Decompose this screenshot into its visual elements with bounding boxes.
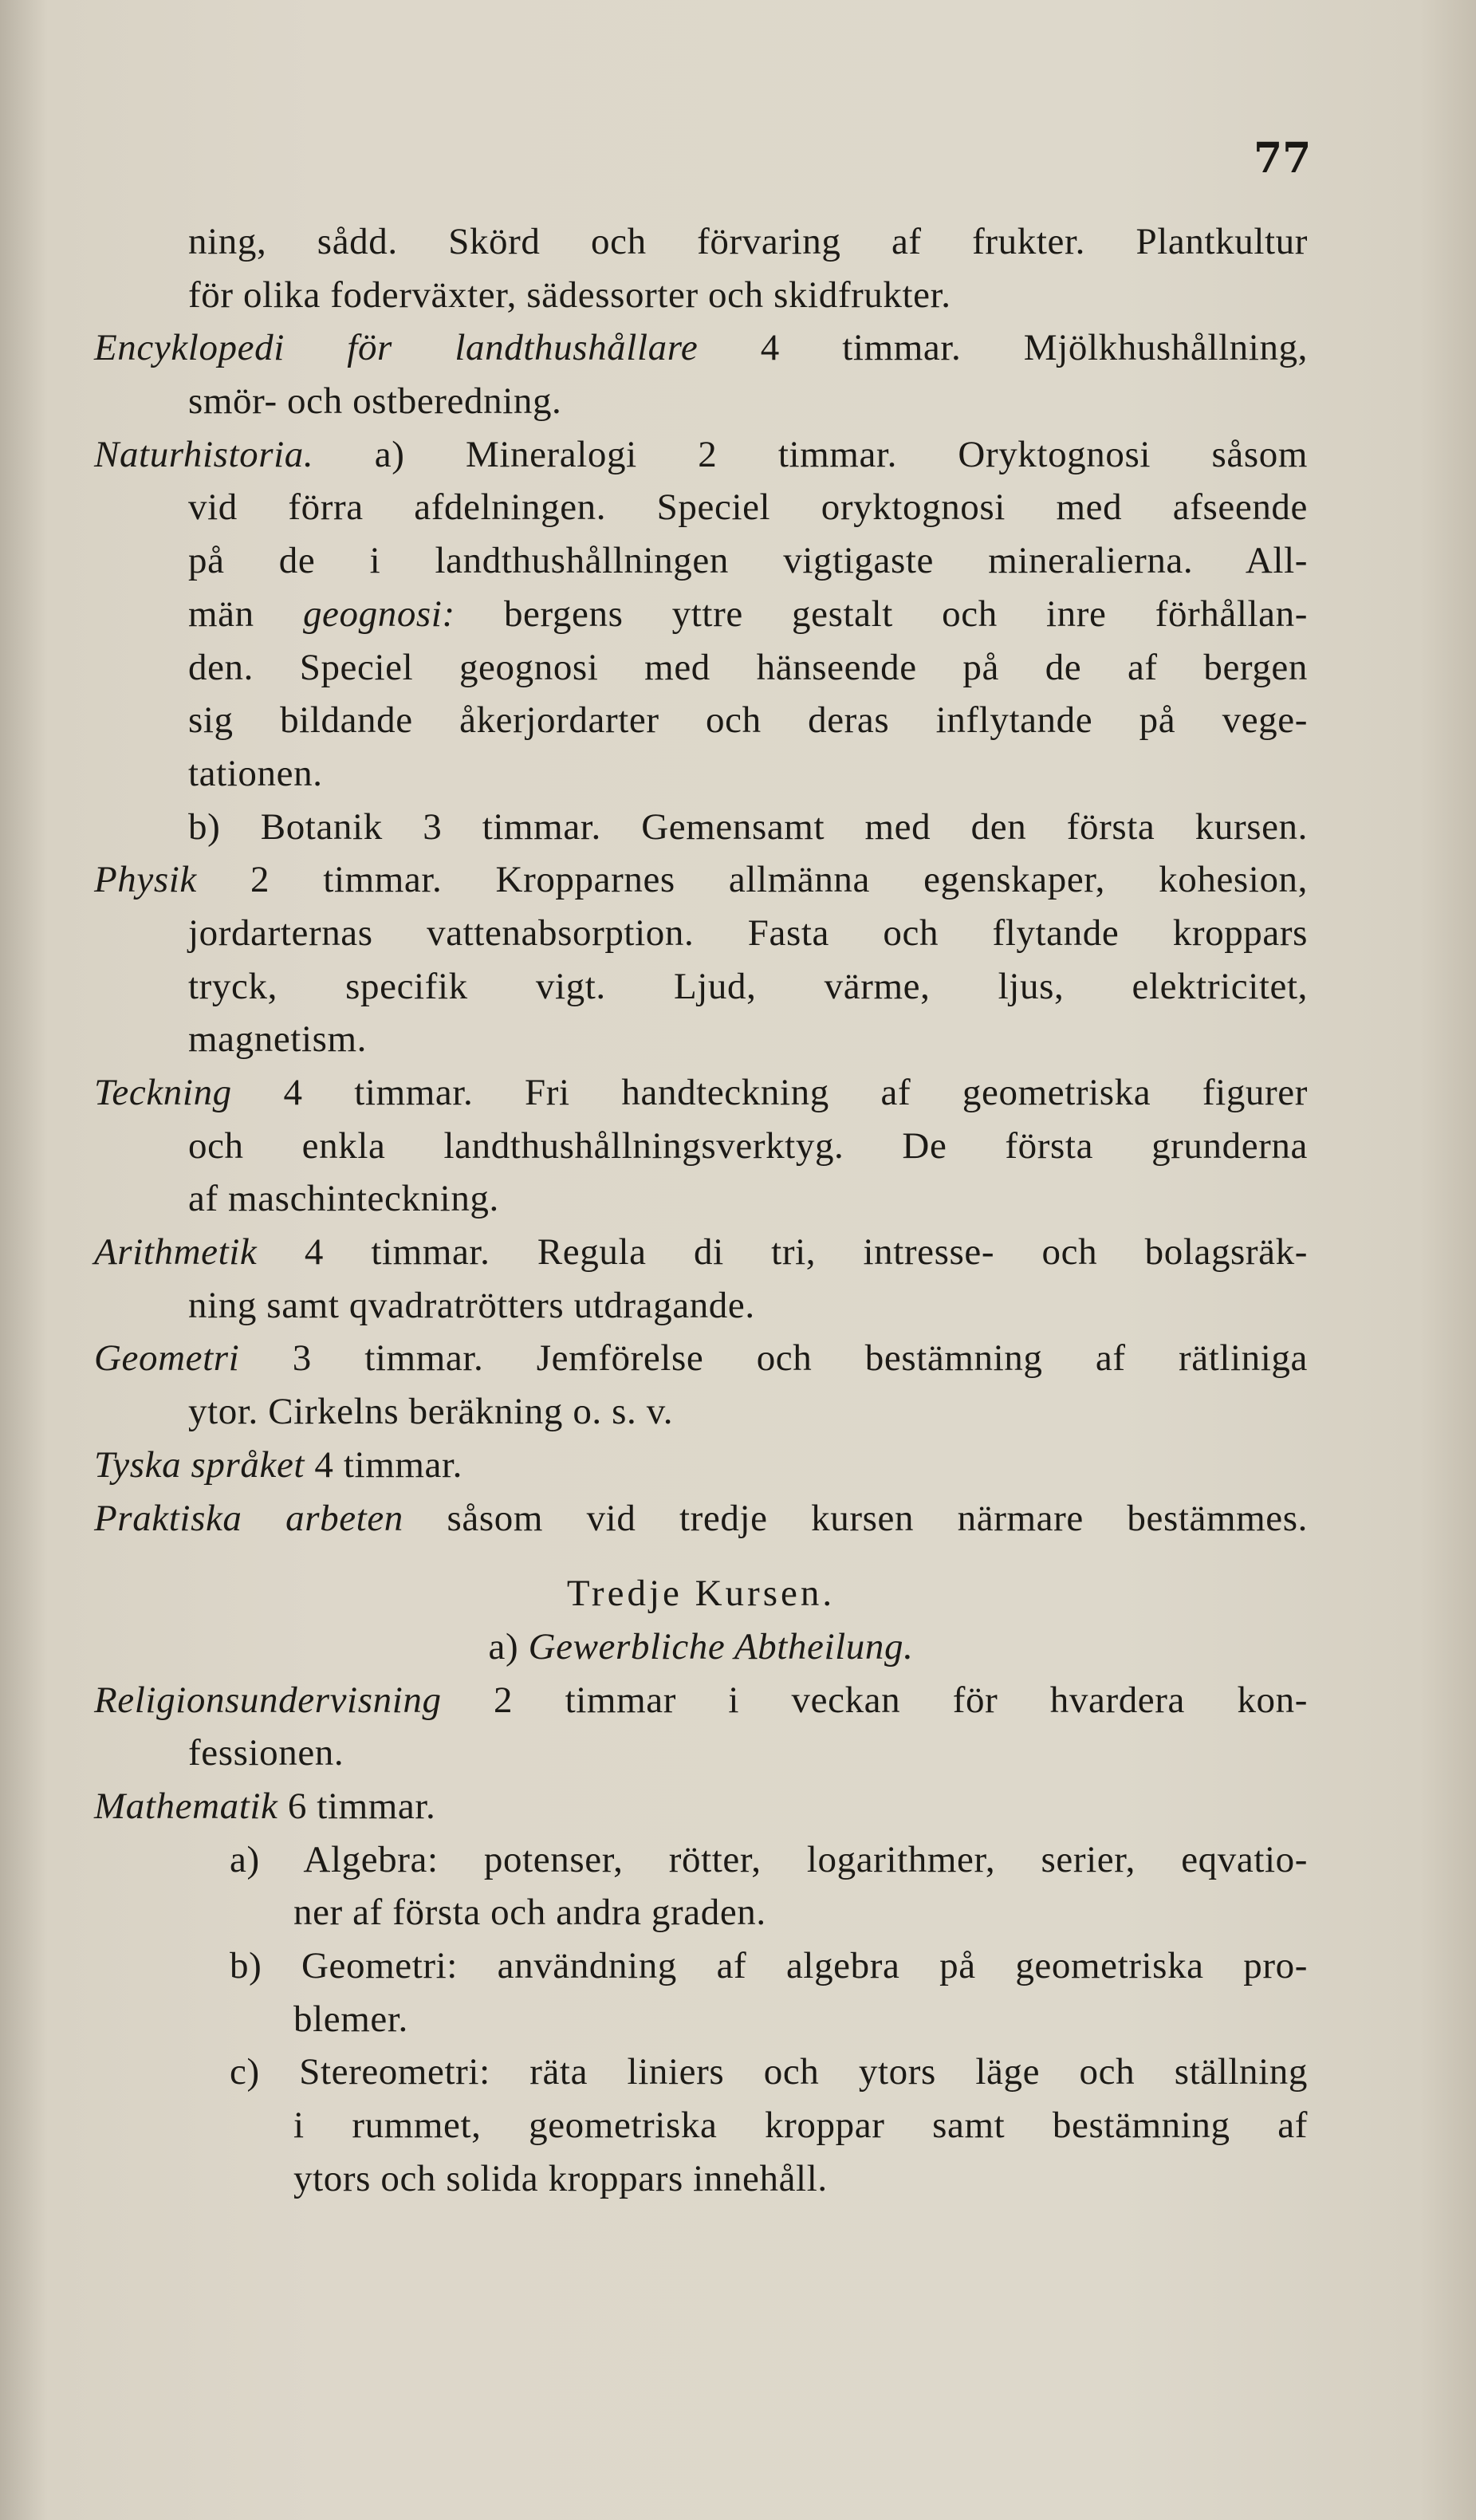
subject-label: Praktiska arbeten [94,1497,403,1539]
subject-label: Geometri [94,1337,240,1380]
line-text: och enkla landthushållningsverktyg. De första grunderna [188,1124,1308,1167]
line-text: c) Stereometri: räta liniers och ytors läge och ställning [230,2051,1308,2093]
subject-label: Physik [94,859,197,901]
line-text: fessionen. [188,1732,344,1774]
text-line [94,215,1308,269]
subject-label: Religionsundervisning [94,1679,442,1721]
text-line [94,1332,1308,1385]
line-text: b) Geometri: användning af algebra på geometriska pro- [230,1945,1308,1986]
subject-label: Mathematik [94,1785,278,1827]
subject-label: Arithmetik [94,1231,258,1274]
line-text: bergens yttre gestalt och inre förhållan- [455,593,1308,635]
line-text: ytors och solida kroppars innehåll. [293,2157,828,2199]
subheading-label: Gewerbliche Abtheilung. [528,1625,914,1668]
line-text: 4 timmar. Fri handteckning af geometriska figurer [231,1072,1308,1113]
line-text: vid förra afdelningen. Speciel oryktognosi med afseende [188,486,1308,529]
line-text: 4 timmar. [305,1443,462,1486]
line-text: för olika foderväxter, sädessorter och skidfrukter. [188,274,951,316]
text-line [94,1833,1308,1887]
text-line [94,1939,1308,1993]
text-line [94,907,1308,960]
text-line [94,1226,1308,1279]
text-line [94,1492,1308,1545]
text-line [94,2152,1308,2206]
text-line [94,960,1308,1014]
line-text: ning samt qvadratrötters utdragande. [188,1284,755,1326]
subject-label: Encyklopedi för landthushållare [94,327,699,369]
line-text: den. Speciel geognosi med hänseende på de af bergen [188,646,1308,688]
text-line [94,2046,1308,2099]
text-line [94,1886,1308,1939]
line-text: på de i landthushållningen vigtigaste mineralierna. All- [188,540,1308,582]
subheading-prefix: a) [488,1625,529,1668]
text-line [94,1066,1308,1120]
text-line [94,1120,1308,1173]
text-line [94,269,1308,322]
text-line [94,534,1308,588]
course-list-third [94,1674,1308,2206]
line-text: 3 timmar. Jemförelse och bestämning af rätliniga [239,1337,1308,1380]
text-line [94,853,1308,907]
subject-label: Tyska språket [94,1443,305,1486]
line-text: 6 timmar. [277,1785,436,1827]
line-text: b) Botanik 3 timmar. Gemensamt med den första kursen. [188,805,1308,848]
line-text: magnetism. [188,1018,367,1061]
line-text: ning, sådd. Skörd och förvaring af frukter. Plantkultur [188,221,1308,262]
text-line [94,694,1308,747]
text-line [94,1172,1308,1226]
text-line [94,1439,1308,1492]
text-line [94,801,1308,854]
line-text: a) Algebra: potenser, rötter, logarithmer, serier, eqvatio- [230,1838,1308,1880]
line-text: blemer. [293,1998,408,2040]
line-text: a) Mineralogi 2 timmar. Oryktognosi såsom [313,433,1308,475]
line-text: 4 timmar. Regula di tri, intresse- och bolagsräk- [257,1231,1308,1274]
line-text: i rummet, geometriska kroppar samt bestämning af [293,2105,1308,2147]
line-text: ytor. Cirkelns beräkning o. s. v. [188,1391,674,1433]
text-line [94,1727,1308,1780]
text-line [94,2099,1308,2152]
text-line [94,1674,1308,1727]
line-text: tationen. [188,752,323,794]
line-text: 4 timmar. Mjölkhushållning, [698,327,1308,369]
text-line [94,747,1308,801]
line-text: smör- och ostberedning. [188,380,562,423]
line-text: ner af första och andra graden. [293,1892,766,1934]
line-text: af maschinteckning. [188,1178,499,1220]
line-text: jordarternas vattenabsorption. Fasta och flytande kroppars [188,912,1308,954]
subject-label: geognosi: [302,593,455,635]
text-line [94,588,1308,641]
subject-label: Teckning [94,1072,232,1113]
section-heading: Tredje Kursen. [566,1573,836,1615]
spacer [94,1545,1308,1567]
subject-label: Naturhistoria. [94,433,314,475]
body-text [94,215,1308,2205]
text-line [94,1993,1308,2046]
line-text: sig bildande åkerjordarter och deras inflytande på vege- [188,699,1308,742]
text-line [94,1385,1308,1439]
text-line [94,641,1308,695]
section-subheading [94,1620,1308,1674]
text-line [94,1013,1308,1066]
line-text: 2 timmar i veckan för hvardera kon- [441,1679,1308,1721]
course-list-second [94,215,1308,1545]
text-line [94,1780,1308,1833]
text-line [94,375,1308,428]
line-prefix: män [188,593,303,635]
page-number: 77 [1254,134,1312,183]
text-line [94,481,1308,534]
line-text: tryck, specifik vigt. Ljud, värme, ljus, elektricitet, [188,965,1308,1007]
text-line [94,428,1308,482]
text-line [94,321,1308,375]
text-line [94,1279,1308,1333]
line-text: 2 timmar. Kropparnes allmänna egenskaper, kohesion, [196,859,1308,901]
line-text: såsom vid tredje kursen närmare bestämmes. [403,1497,1308,1539]
